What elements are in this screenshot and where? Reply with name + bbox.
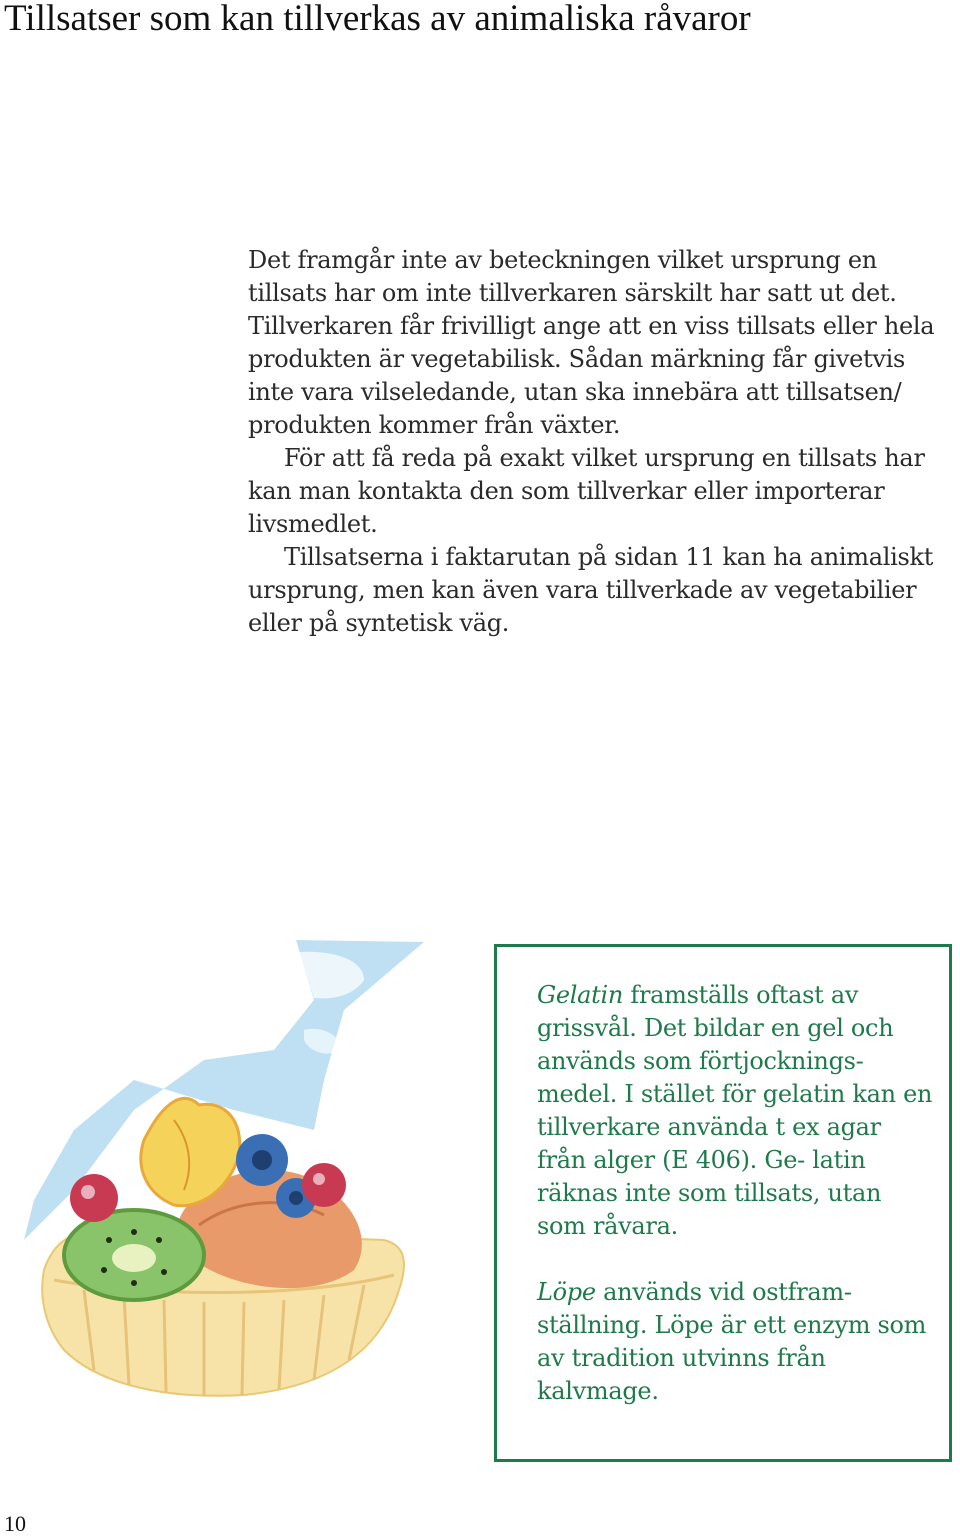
page-number: 10 [4, 1511, 26, 1536]
factbox-gelatin-term: Gelatin [537, 981, 624, 1009]
fruit-tart-illustration [14, 940, 434, 1410]
page-title: Tillsatser som kan tillverkas av animaliska råvaror [4, 0, 751, 39]
factbox-lope [537, 1276, 937, 1408]
factbox-gelatin [537, 979, 937, 1243]
body-paragraph: Det framgår inte av beteckningen vilket ursprung en tillsats har om inte tillverkaren särskilt har satt ut det. Tillverkaren får frivilligt ange att en viss tillsats eller hela produkten är vegetabilisk. Sådan märkning får givetvis inte vara vilseledande, utan ska innebära att tillsatsen/ produkten kommer från växter. [248, 246, 935, 439]
factbox [494, 944, 952, 1462]
factbox-lope-term: Löpe [537, 1278, 596, 1306]
factbox-lope-text: används vid ostfram- ställning. Löpe är ett enzym som av tradition utvinns från kalvmage. [537, 1278, 927, 1405]
body-paragraph: Tillsatserna i faktarutan på sidan 11 kan ha animaliskt ursprung, men kan även vara tillverkade av vegetabilier eller på syntetisk väg. [248, 543, 934, 637]
body-text [248, 244, 948, 640]
factbox-gelatin-text: framställs oftast av grissvål. Det bildar en gel och används som förtjocknings- medel. I stället för gelatin kan en tillverkare använda t ex agar från alger (E 406). Ge- latin räknas inte som tillsats, utan som råvara. [537, 981, 933, 1240]
body-paragraph: För att få reda på exakt vilket ursprung en tillsats har kan man kontakta den som tillverkar eller importerar livsmedlet. [248, 444, 925, 538]
